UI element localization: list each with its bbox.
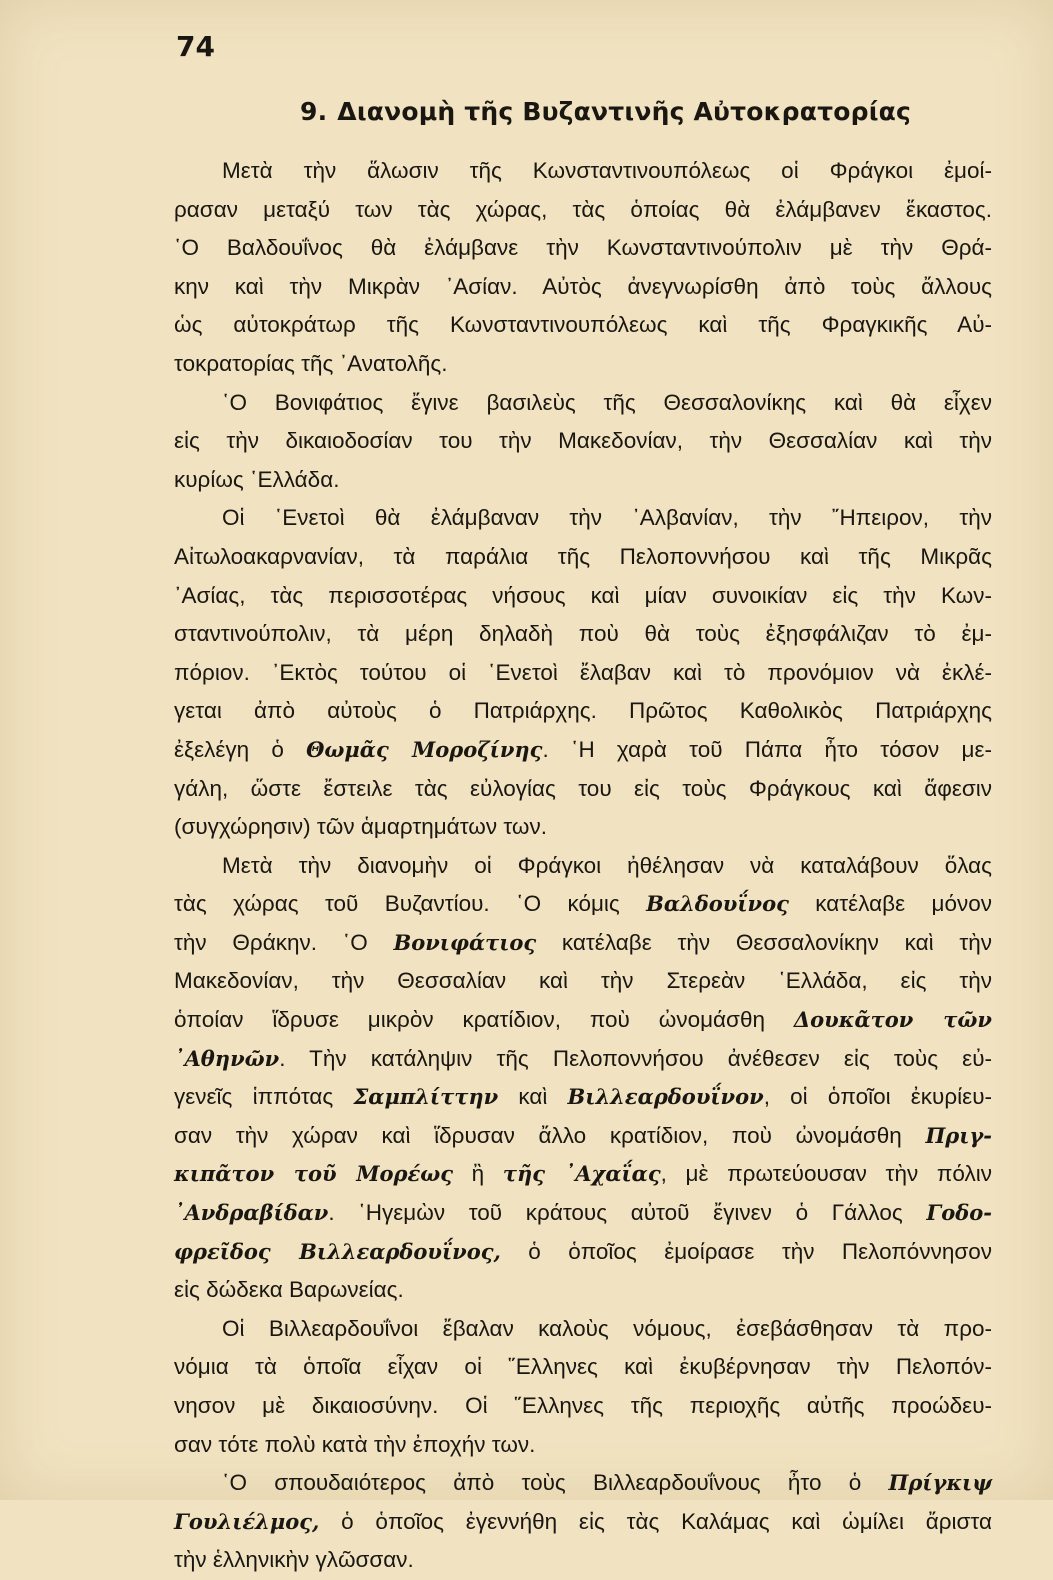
text-segment: τοκρατορίας τῆς ᾿Ανατολῆς.	[174, 350, 448, 376]
paragraph	[174, 1310, 992, 1464]
text-line	[174, 1271, 992, 1310]
text-segment: Οἱ Βιλλεαρδουΐνοι ἔβαλαν καλοὺς νόμους, ἐσεβάσθησαν τὰ προ-	[222, 1315, 992, 1341]
emphasized-name: Πρίγκιψ	[888, 1470, 992, 1496]
text-line	[174, 191, 992, 230]
text-segment: Μετὰ τὴν διανομὴν οἱ Φράγκοι ἠθέλησαν νὰ καταλάβουν ὅλας	[222, 852, 992, 878]
emphasized-name: Θωμᾶς Μοροζίνης	[306, 736, 543, 762]
paragraph	[174, 1464, 992, 1580]
text-segment: Μετὰ τὴν ἅλωσιν τῆς Κωνσταντινουπόλεως οἱ Φράγκοι ἐμοί-	[222, 158, 992, 183]
text-segment: καὶ	[498, 1084, 568, 1110]
section-title: Διανομὴ τῆς Βυζαντινῆς Αὐτοκρατορίας	[337, 97, 912, 126]
emphasized-name: Δουκᾶτον τῶν	[793, 1007, 992, 1033]
text-line	[174, 1117, 992, 1156]
paragraph	[174, 152, 992, 384]
emphasized-name: Σαμπλίττην	[353, 1084, 499, 1110]
text-line	[174, 1387, 992, 1426]
text-segment: νόμια τὰ ὁποῖα εἶχαν οἱ ῞Ελληνες καὶ ἐκυβέρνησαν τὴν Πελοπόν-	[174, 1354, 992, 1380]
text-line	[174, 268, 992, 307]
text-segment: κην καὶ τὴν Μικρὰν ᾿Ασίαν. Αὐτὸς ἀνεγνωρίσθη ἀπὸ τοὺς ἄλλους	[174, 273, 992, 299]
text-line	[174, 770, 992, 809]
text-line	[174, 731, 992, 770]
text-segment: ὁ ὁποῖος ἐγεννήθη εἰς τὰς Καλάμας καὶ ὡμίλει ἄριστα	[319, 1508, 992, 1534]
text-line	[174, 808, 992, 847]
text-line	[174, 229, 992, 268]
text-line	[174, 499, 992, 538]
text-segment: γενεῖς ἱππότας	[174, 1084, 354, 1110]
text-segment: εἰς τὴν δικαιοδοσίαν του τὴν Μακεδονίαν, τὴν Θεσσαλίαν καὶ τὴν	[174, 428, 992, 454]
text-segment: , μὲ πρωτεύουσαν τὴν πόλιν	[660, 1161, 992, 1187]
text-segment: εἰς δώδεκα Βαρωνείας.	[174, 1277, 404, 1303]
text-line	[174, 1078, 992, 1117]
section-number: 9.	[300, 97, 328, 126]
text-segment: σαν τότε πολὺ κατὰ τὴν ἐποχήν των.	[174, 1431, 536, 1457]
text-line	[174, 1155, 992, 1194]
text-line	[174, 1194, 992, 1233]
text-segment: κατέλαβε μόνον	[788, 891, 992, 917]
text-segment: γάλη, ὥστε ἔστειλε τὰς εὐλογίας του εἰς τοὺς Φράγκους καὶ ἄφεσιν	[174, 775, 992, 801]
text-line	[174, 1310, 992, 1349]
text-line	[174, 1464, 992, 1503]
emphasized-name: κιπᾶτον τοῦ Μορέως	[174, 1161, 454, 1187]
text-segment: νησον μὲ δικαιοσύνην. Οἱ ῞Ελληνες τῆς περιοχῆς αὐτῆς προώδευ-	[174, 1393, 992, 1418]
emphasized-name: ᾿Ανδραβίδαν	[174, 1200, 329, 1226]
text-line	[174, 847, 992, 886]
paragraph	[174, 499, 992, 846]
text-segment: ῾Ο Βονιφάτιος ἔγινε βασιλεὺς τῆς Θεσσαλονίκης καὶ θὰ εἶχεν	[222, 389, 992, 415]
text-segment: ὡς αὐτοκράτωρ τῆς Κωνσταντινουπόλεως καὶ τῆς Φραγκικῆς Αὐ-	[174, 312, 992, 338]
text-segment: γεται ἀπὸ αὐτοὺς ὁ Πατριάρχης. Πρῶτος Καθολικὸς Πατριάρχης	[174, 698, 992, 724]
text-line	[174, 306, 992, 345]
emphasized-name: ᾿Αθηνῶν	[174, 1045, 280, 1071]
text-line	[174, 1348, 992, 1387]
emphasized-name: φρεῖδος Βιλλεαρδουΐνος,	[174, 1238, 501, 1264]
text-line	[174, 384, 992, 423]
text-line	[174, 345, 992, 384]
emphasized-name: Βιλλεαρδουΐνον	[567, 1084, 764, 1110]
text-segment: ᾿Ασίας, τὰς περισσοτέρας νήσους καὶ μίαν συνοικίαν εἰς τὴν Κων-	[174, 582, 992, 608]
text-line	[174, 1503, 992, 1542]
text-line	[174, 615, 992, 654]
text-segment: ῾Ο σπουδαιότερος ἀπὸ τοὺς Βιλλεαρδουΐνους ἦτο ὁ	[222, 1470, 889, 1496]
text-segment: σταντινούπολιν, τὰ μέρη δηλαδὴ ποὺ θὰ τοὺς ἐξησφάλιζαν τὸ ἐμ-	[174, 621, 992, 647]
text-line	[174, 962, 992, 1001]
text-line	[174, 1001, 992, 1040]
text-segment: τὴν ἑλληνικὴν γλῶσσαν.	[174, 1547, 414, 1573]
text-line	[174, 422, 992, 461]
section-heading	[300, 97, 911, 126]
body-text	[174, 152, 992, 1580]
text-line	[174, 538, 992, 577]
text-line	[174, 654, 992, 693]
text-line	[174, 152, 992, 191]
emphasized-name: Βονιφάτιος	[393, 929, 537, 955]
page-number: 74	[176, 30, 215, 63]
text-line	[174, 1426, 992, 1465]
emphasized-name: τῆς ᾿Αχαΐας	[502, 1161, 661, 1187]
emphasized-name: Βαλδουΐνος	[646, 891, 789, 917]
text-line	[174, 1040, 992, 1079]
text-segment: . Τὴν κατάληψιν τῆς Πελοποννήσου ἀνέθεσεν εἰς τοὺς εὐ-	[279, 1045, 992, 1071]
text-segment: σαν τὴν χώραν καὶ ἵδρυσαν ἄλλο κρατίδιον, ποὺ ὠνομάσθη	[174, 1122, 926, 1148]
text-segment: Οἱ ῾Ενετοὶ θὰ ἐλάμβαναν τὴν ᾿Αλβανίαν, τὴν ῎Ηπειρον, τὴν	[222, 505, 992, 531]
text-line	[174, 461, 992, 500]
text-line	[174, 924, 992, 963]
emphasized-name: Γοδο-	[926, 1200, 992, 1226]
text-line	[174, 885, 992, 924]
text-segment: (συγχώρησιν) τῶν ἁμαρτημάτων των.	[174, 814, 547, 840]
text-segment: Αἰτωλοακαρνανίαν, τὰ παράλια τῆς Πελοποννήσου καὶ τῆς Μικρᾶς	[174, 543, 992, 569]
emphasized-name: Γουλιέλμος,	[174, 1508, 320, 1534]
text-segment: τὰς χώρας τοῦ Βυζαντίου. ῾Ο κόμις	[174, 891, 647, 917]
text-line	[174, 577, 992, 616]
text-segment: κυρίως ῾Ελλάδα.	[174, 466, 340, 492]
text-line	[174, 1541, 992, 1580]
paragraph	[174, 847, 992, 1310]
text-segment: τὴν Θράκην. ῾Ο	[174, 929, 394, 955]
text-segment: ὁ ὁποῖος ἐμοίρασε τὴν Πελοπόννησον	[500, 1238, 992, 1264]
text-segment: . ῾Η χαρὰ τοῦ Πάπα ἦτο τόσον με-	[542, 736, 993, 762]
text-segment: ὁποίαν ἵδρυσε μικρὸν κρατίδιον, ποὺ ὠνομάσθη	[174, 1007, 794, 1033]
text-segment: , οἱ ὁποῖοι ἐκυρίευ-	[763, 1084, 992, 1110]
text-segment: κατέλαβε τὴν Θεσσαλονίκην καὶ τὴν	[536, 929, 992, 955]
text-segment: ῾Ο Βαλδουΐνος θὰ ἐλάμβανε τὴν Κωνσταντινούπολιν μὲ τὴν Θρά-	[174, 235, 992, 261]
emphasized-name: Πριγ-	[925, 1122, 992, 1148]
text-line	[174, 692, 992, 731]
text-segment: Μακεδονίαν, τὴν Θεσσαλίαν καὶ τὴν Στερεὰν ῾Ελλάδα, εἰς τὴν	[174, 968, 992, 994]
text-segment: ρασαν μεταξύ των τὰς χώρας, τὰς ὁποίας θὰ ἐλάμβανεν ἕκαστος.	[174, 196, 992, 222]
text-segment: ἢ	[453, 1161, 503, 1187]
text-segment: . ῾Ηγεμὼν τοῦ κράτους αὐτοῦ ἔγινεν ὁ Γάλλος	[328, 1200, 927, 1226]
text-line	[174, 1233, 992, 1272]
text-segment: πόριον. ᾿Εκτὸς τούτου οἱ ῾Ενετοὶ ἔλαβαν καὶ τὸ προνόμιον νὰ ἐκλέ-	[174, 659, 992, 685]
text-segment: ἐξελέγη ὁ	[174, 736, 307, 762]
paragraph	[174, 384, 992, 500]
